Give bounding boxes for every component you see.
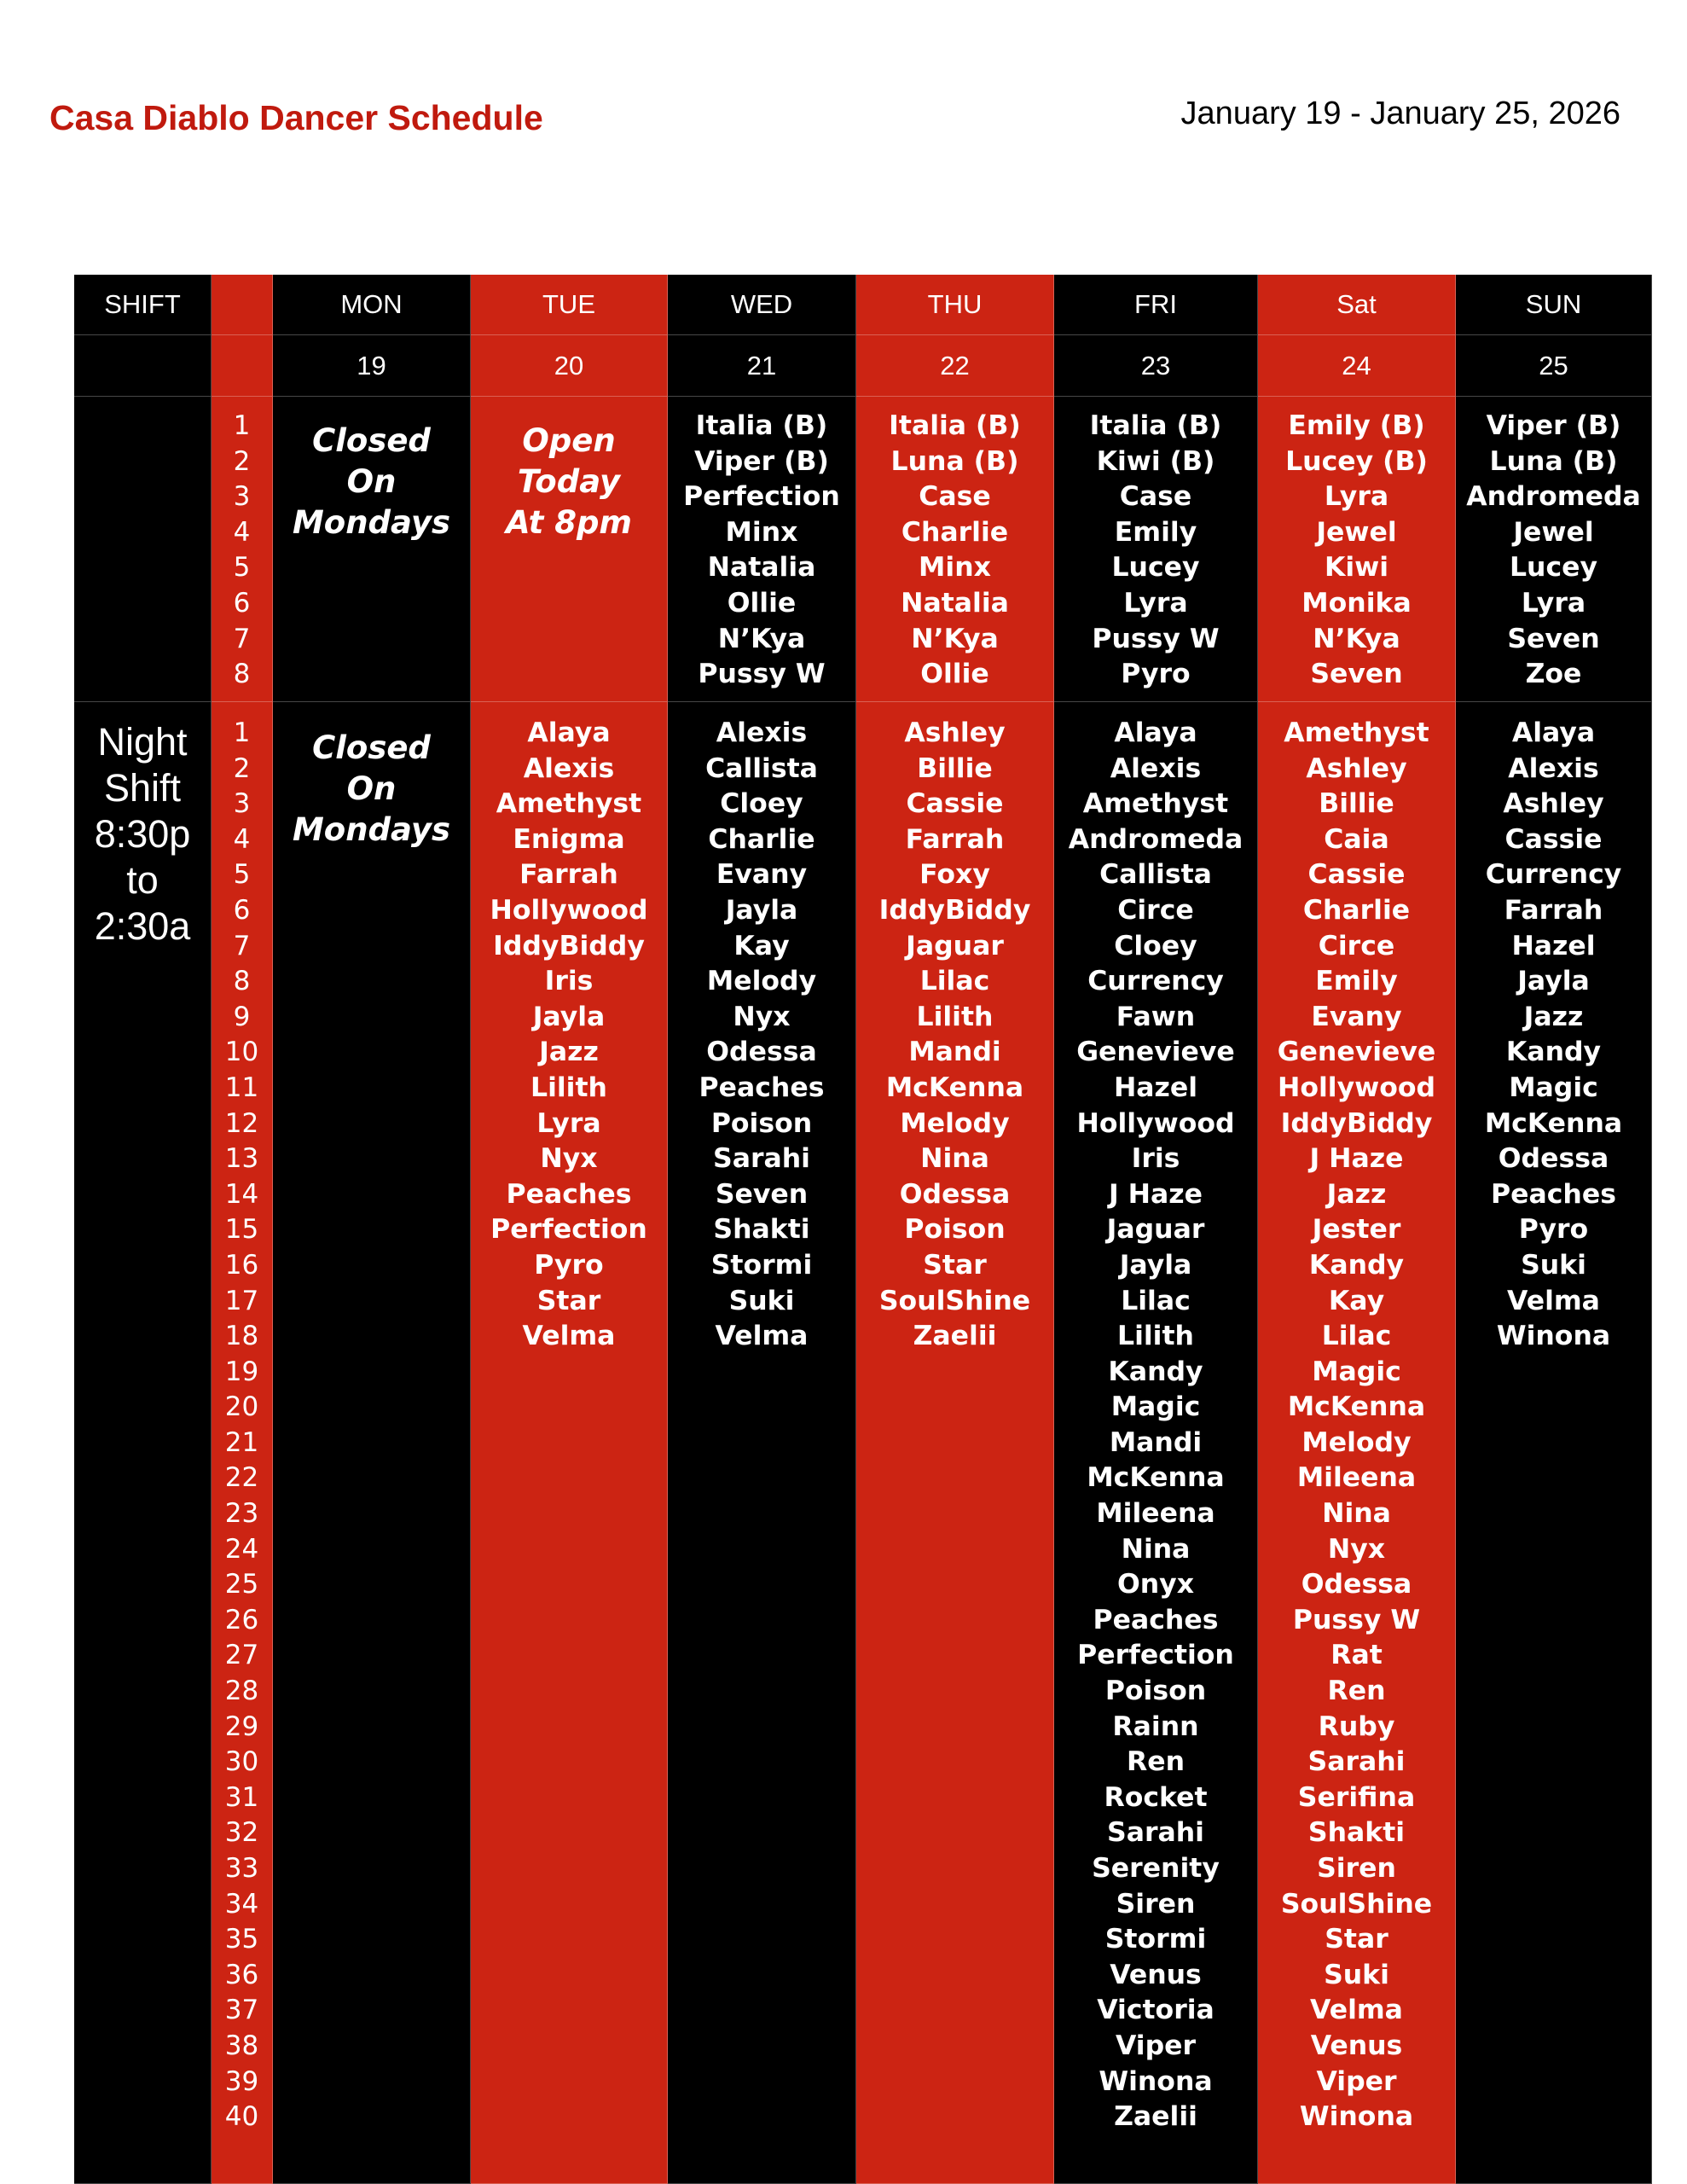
dancer-name: Farrah <box>519 859 618 891</box>
dancer-name: Natalia <box>901 587 1009 619</box>
dancer-name: Poison <box>904 1214 1006 1246</box>
dancer-name: Ashley <box>1503 788 1604 820</box>
date-tue: 20 <box>471 335 668 397</box>
day-shift-thu <box>856 397 1054 702</box>
dancer-name: Perfection <box>1077 1640 1234 1671</box>
slot-number: 1 <box>233 410 251 441</box>
slot-number: 7 <box>233 623 251 654</box>
day-shift-sun <box>1456 397 1652 702</box>
dancer-name: Italia (B) <box>889 410 1021 441</box>
dancer-name: J Haze <box>1108 1178 1203 1210</box>
slot-number: 21 <box>224 1426 259 1458</box>
day-shift-wed <box>668 397 856 702</box>
slot-number: 2 <box>233 445 251 477</box>
dancer-name: Amethyst <box>1284 717 1429 748</box>
dancer-name: Zaelii <box>913 1321 997 1352</box>
dancer-name: Callista <box>705 752 818 784</box>
night-shift-tue <box>471 702 668 2184</box>
dancer-name: Siren <box>1317 1853 1396 1884</box>
night-shift-wed <box>668 702 856 2184</box>
dancer-name: Circe <box>1318 930 1395 961</box>
dancer-name: Peaches <box>1491 1178 1616 1210</box>
dancer-name: Cloey <box>720 788 803 820</box>
date-fri: 23 <box>1054 335 1258 397</box>
dancer-name: Charlie <box>901 516 1009 548</box>
dancer-name: SoulShine <box>878 1285 1031 1316</box>
slot-number: 9 <box>233 1001 251 1032</box>
dancer-name: Lilac <box>1321 1321 1392 1352</box>
dancer-name: Foxy <box>919 859 990 891</box>
dancer-name: Ashley <box>1306 752 1407 784</box>
day-header-wed: WED <box>668 275 856 335</box>
slot-number: 6 <box>233 894 251 926</box>
date-sun: 25 <box>1456 335 1652 397</box>
dancer-name: Currency <box>1485 859 1622 891</box>
slot-number: 13 <box>224 1143 259 1175</box>
dancer-name: Nina <box>1121 1533 1191 1565</box>
dancer-name: Pussy W <box>698 659 826 690</box>
dancer-name: Lucey (B) <box>1285 445 1428 477</box>
dancer-name: Emily <box>1114 516 1197 548</box>
dancer-name: Iris <box>1131 1143 1180 1175</box>
dancer-name: Enigma <box>513 823 625 855</box>
dancer-name: IddyBiddy <box>1280 1107 1433 1139</box>
dancer-name: IddyBiddy <box>878 894 1031 926</box>
dancer-name: Minx <box>919 552 991 584</box>
dancer-name: Odessa <box>706 1037 817 1068</box>
dancer-name: Peaches <box>506 1178 632 1210</box>
shift-date-blank <box>74 335 212 397</box>
dancer-name: Kiwi <box>1324 552 1389 584</box>
number-date-blank <box>212 335 273 397</box>
dancer-name: Nina <box>920 1143 989 1175</box>
dancer-name: Currency <box>1087 966 1224 997</box>
dancer-name: Jazz <box>1523 1001 1584 1032</box>
dancer-name: Emily <box>1315 966 1398 997</box>
dancer-name: Hollywood <box>490 894 648 926</box>
dancer-name: Jester <box>1312 1214 1401 1246</box>
date-mon: 19 <box>273 335 471 397</box>
dancer-name: Venus <box>1310 2030 1403 2061</box>
dancer-name: Zoe <box>1525 659 1582 690</box>
day-note: Closed On Mondays <box>292 422 451 541</box>
dancer-name: Seven <box>715 1178 809 1210</box>
slot-number: 5 <box>233 859 251 891</box>
dancer-name: Jewel <box>1316 516 1397 548</box>
slot-number: 11 <box>224 1072 259 1103</box>
night-shift-label-cell <box>74 702 212 2184</box>
dancer-name: Melody <box>1301 1426 1412 1458</box>
slot-number: 26 <box>224 1604 259 1635</box>
dancer-name: Luna (B) <box>890 445 1019 477</box>
slot-number: 27 <box>224 1640 259 1671</box>
date-thu: 22 <box>856 335 1054 397</box>
dancer-name: Kiwi (B) <box>1096 445 1215 477</box>
dancer-name: Shakti <box>713 1214 810 1246</box>
dancer-name: Case <box>919 481 991 513</box>
slot-number: 36 <box>224 1959 259 1990</box>
dancer-name: Peaches <box>1093 1604 1219 1635</box>
slot-number: 15 <box>224 1214 259 1246</box>
dancer-name: Andromeda <box>1466 481 1641 513</box>
dancer-name: Rainn <box>1112 1711 1199 1742</box>
dancer-name: Lilith <box>1117 1321 1194 1352</box>
dancer-name: Sarahi <box>1107 1817 1204 1849</box>
dancer-name: Jewel <box>1513 516 1594 548</box>
dancer-name: McKenna <box>1287 1391 1426 1423</box>
slot-number: 3 <box>233 788 251 820</box>
slot-number: 3 <box>233 481 251 513</box>
date-sat: 24 <box>1258 335 1456 397</box>
dancer-name: Star <box>923 1249 987 1281</box>
dancer-name: Kandy <box>1108 1356 1203 1387</box>
date-wed: 21 <box>668 335 856 397</box>
dancer-name: Ollie <box>920 659 989 690</box>
dancer-name: Velma <box>1507 1285 1600 1316</box>
dancer-name: Pyro <box>1121 659 1191 690</box>
slot-number: 16 <box>224 1249 259 1281</box>
night-shift-label: Night Shift 8:30p to 2:30a <box>94 720 191 948</box>
dancer-name: Alexis <box>523 752 615 784</box>
dancer-name: Amethyst <box>1082 788 1229 820</box>
night-shift-sat <box>1258 702 1456 2184</box>
dancer-name: Caia <box>1324 823 1389 855</box>
dancer-name: Kay <box>733 930 790 961</box>
slot-number: 10 <box>224 1037 259 1068</box>
dancer-name: Kandy <box>1505 1037 1602 1068</box>
dancer-name: Mileena <box>1096 1498 1215 1530</box>
dancer-name: Monika <box>1301 587 1412 619</box>
day-note: Open Today At 8pm <box>506 422 632 541</box>
dancer-name: Farrah <box>1504 894 1603 926</box>
dancer-name: Billie <box>1319 788 1394 820</box>
dancer-name: Italia (B) <box>1089 410 1222 441</box>
dancer-name: Alexis <box>1110 752 1202 784</box>
dancer-name: Seven <box>1507 623 1600 654</box>
slot-number: 24 <box>224 1533 259 1565</box>
slot-number: 4 <box>233 823 251 855</box>
dancer-name: Andromeda <box>1068 823 1244 855</box>
night-shift-numbers <box>212 702 273 2184</box>
dancer-name: McKenna <box>885 1072 1024 1103</box>
slot-number: 12 <box>224 1107 259 1139</box>
dancer-name: Viper (B) <box>694 445 829 477</box>
dancer-name: Lucey <box>1509 552 1598 584</box>
dancer-name: Amethyst <box>496 788 642 820</box>
dancer-name: IddyBiddy <box>493 930 645 961</box>
slot-number: 19 <box>224 1356 259 1387</box>
page-title: Casa Diablo Dancer Schedule <box>49 98 543 137</box>
dancer-name: Serenity <box>1092 1853 1220 1884</box>
slot-number: 8 <box>233 659 251 690</box>
day-shift-fri <box>1054 397 1258 702</box>
dancer-name: Jazz <box>1326 1178 1387 1210</box>
dancer-name: Alexis <box>1508 752 1599 784</box>
dancer-name: Mileena <box>1296 1462 1417 1494</box>
dancer-name: Luna (B) <box>1489 445 1618 477</box>
slot-number: 29 <box>224 1711 259 1742</box>
dancer-name: Magic <box>1110 1391 1201 1423</box>
day-header-fri: FRI <box>1054 275 1258 335</box>
dancer-name: Ashley <box>904 717 1006 748</box>
dancer-name: Winona <box>1099 2065 1213 2097</box>
dancer-name: Kay <box>1328 1285 1385 1316</box>
night-shift-fri <box>1054 702 1258 2184</box>
dancer-name: Zaelii <box>1114 2101 1197 2133</box>
dancer-name: Nyx <box>1327 1533 1386 1565</box>
dancer-name: N’Kya <box>911 623 999 654</box>
dancer-name: Mandi <box>1109 1426 1203 1458</box>
dancer-name: Star <box>536 1285 601 1316</box>
dancer-name: Viper <box>1115 2030 1197 2061</box>
dancer-name: Pussy W <box>1092 623 1220 654</box>
dancer-name: Victoria <box>1097 1995 1215 2026</box>
dancer-name: Billie <box>917 752 993 784</box>
dancer-name: Lilith <box>530 1072 607 1103</box>
dancer-name: N’Kya <box>1313 623 1400 654</box>
dancer-name: Cloey <box>1114 930 1197 961</box>
dancer-name: Suki <box>1324 1959 1389 1990</box>
dancer-name: Fawn <box>1116 1001 1196 1032</box>
dancer-name: Circe <box>1117 894 1194 926</box>
dancer-name: Callista <box>1099 859 1212 891</box>
dancer-name: SoulShine <box>1280 1888 1433 1920</box>
day-header-sat: Sat <box>1258 275 1456 335</box>
dancer-name: Melody <box>706 966 817 997</box>
dancer-name: Winona <box>1496 1321 1611 1352</box>
day-header-thu: THU <box>856 275 1054 335</box>
night-shift-mon <box>273 702 471 2184</box>
dancer-name: Lilac <box>1121 1285 1191 1316</box>
dancer-name: Evany <box>1311 1001 1402 1032</box>
dancer-name: Magic <box>1312 1356 1401 1387</box>
dancer-name: Magic <box>1509 1072 1598 1103</box>
dancer-name: Melody <box>900 1107 1010 1139</box>
dancer-name: Ren <box>1126 1746 1186 1778</box>
dancer-name: Nina <box>1322 1498 1391 1530</box>
slot-number: 37 <box>224 1995 259 2026</box>
dancer-name: Jaguar <box>906 930 1004 961</box>
dancer-name: Kandy <box>1308 1249 1405 1281</box>
dancer-name: Genevieve <box>1277 1037 1436 1068</box>
day-header-mon: MON <box>273 275 471 335</box>
slot-number: 25 <box>224 1569 259 1600</box>
night-shift-thu <box>856 702 1054 2184</box>
dancer-name: Viper (B) <box>1486 410 1621 441</box>
day-shift-sat <box>1258 397 1456 702</box>
dancer-name: N’Kya <box>717 623 806 654</box>
dancer-name: Ren <box>1327 1676 1386 1707</box>
slot-number: 2 <box>233 752 251 784</box>
day-header-sun: SUN <box>1456 275 1652 335</box>
dancer-name: Lyra <box>536 1107 601 1139</box>
slot-number: 31 <box>224 1781 259 1813</box>
slot-number: 17 <box>224 1285 259 1316</box>
dancer-name: J Haze <box>1309 1143 1404 1175</box>
dancer-name: Winona <box>1299 2101 1414 2133</box>
dancer-name: Alaya <box>1114 717 1197 748</box>
slot-number: 22 <box>224 1462 259 1494</box>
dancer-name: McKenna <box>1484 1107 1623 1139</box>
dancer-name: Natalia <box>707 552 816 584</box>
dancer-name: Sarahi <box>1307 1746 1406 1778</box>
night-shift-sun <box>1456 702 1652 2184</box>
dancer-name: Case <box>1119 481 1192 513</box>
day-note: Closed On Mondays <box>292 729 451 848</box>
dancer-name: Cassie <box>906 788 1004 820</box>
dancer-name: Poison <box>710 1107 813 1139</box>
slot-number: 1 <box>233 717 251 748</box>
day-shift-numbers <box>212 397 273 702</box>
dancer-name: Nyx <box>540 1143 598 1175</box>
dancer-name: Jaguar <box>1106 1214 1205 1246</box>
dancer-name: Perfection <box>490 1214 647 1246</box>
dancer-name: Siren <box>1116 1888 1196 1920</box>
slot-number: 4 <box>233 516 251 548</box>
dancer-name: Alaya <box>1511 717 1596 748</box>
dancer-name: Ollie <box>727 587 797 619</box>
dancer-name: Jayla <box>1119 1249 1192 1281</box>
dancer-name: Velma <box>522 1321 616 1352</box>
day-shift-tue <box>471 397 668 702</box>
slot-number: 40 <box>224 2101 259 2133</box>
slot-number: 7 <box>233 930 251 961</box>
slot-number: 23 <box>224 1498 259 1530</box>
dancer-name: Lilac <box>919 966 990 997</box>
dancer-name: Mandi <box>908 1037 1001 1068</box>
dancer-name: Star <box>1325 1924 1388 1955</box>
dancer-name: Poison <box>1104 1676 1207 1707</box>
dancer-name: Pyro <box>534 1249 604 1281</box>
dancer-name: Odessa <box>899 1178 1011 1210</box>
dancer-name: Onyx <box>1116 1569 1195 1600</box>
day-shift-label <box>74 397 212 702</box>
dancer-name: Hollywood <box>1277 1072 1436 1103</box>
schedule-table <box>74 275 1646 2184</box>
dancer-name: Sarahi <box>713 1143 810 1175</box>
dancer-name: Odessa <box>1301 1569 1412 1600</box>
dancer-name: Emily (B) <box>1288 410 1425 441</box>
dancer-name: Alaya <box>527 717 611 748</box>
dancer-name: Iris <box>544 966 594 997</box>
dancer-name: Lyra <box>1521 587 1586 619</box>
slot-number: 5 <box>233 552 251 584</box>
dancer-name: Stormi <box>710 1249 813 1281</box>
dancer-name: Charlie <box>708 823 815 855</box>
dancer-name: Nyx <box>733 1001 791 1032</box>
dancer-name: Venus <box>1110 1959 1202 1990</box>
dancer-name: Serifina <box>1297 1781 1416 1813</box>
slot-number: 33 <box>224 1853 259 1884</box>
dancer-name: Farrah <box>905 823 1005 855</box>
dancer-name: Hazel <box>1511 930 1596 961</box>
dancer-name: Seven <box>1310 659 1403 690</box>
day-header-tue: TUE <box>471 275 668 335</box>
dancer-name: Jayla <box>1517 966 1590 997</box>
dancer-name: Genevieve <box>1076 1037 1235 1068</box>
dancer-name: Cassie <box>1307 859 1406 891</box>
dancer-name: Cassie <box>1504 823 1603 855</box>
dancer-name: Alexis <box>716 717 808 748</box>
dancer-name: Suki <box>1521 1249 1586 1281</box>
slot-number: 8 <box>233 966 251 997</box>
dancer-name: Shakti <box>1307 1817 1406 1849</box>
dancer-name: Jazz <box>539 1037 599 1068</box>
slot-number: 35 <box>224 1924 259 1955</box>
slot-number: 28 <box>224 1676 259 1707</box>
dancer-name: Italia (B) <box>695 410 828 441</box>
dancer-name: Lyra <box>1123 587 1188 619</box>
dancer-name: Jayla <box>725 894 798 926</box>
slot-number: 18 <box>224 1321 259 1352</box>
dancer-name: Odessa <box>1498 1143 1609 1175</box>
dancer-name: Velma <box>715 1321 809 1352</box>
slot-number: 39 <box>224 2065 259 2097</box>
dancer-name: Lucey <box>1111 552 1200 584</box>
slot-number: 34 <box>224 1888 259 1920</box>
dancer-name: Viper <box>1316 2065 1397 2097</box>
dancer-name: Lilith <box>916 1001 994 1032</box>
day-shift-mon <box>273 397 471 702</box>
dancer-name: Jayla <box>532 1001 606 1032</box>
date-range: January 19 - January 25, 2026 <box>1180 96 1620 131</box>
dancer-name: Velma <box>1310 1995 1403 2026</box>
dancer-name: Pyro <box>1518 1214 1589 1246</box>
dancer-name: Hollywood <box>1076 1107 1235 1139</box>
dancer-name: Hazel <box>1113 1072 1198 1103</box>
slot-number: 20 <box>224 1391 259 1423</box>
dancer-name: Charlie <box>1302 894 1411 926</box>
dancer-name: Minx <box>725 516 798 548</box>
dancer-name: Rocket <box>1104 1781 1208 1813</box>
dancer-name: Stormi <box>1104 1924 1207 1955</box>
slot-number: 30 <box>224 1746 259 1778</box>
dancer-name: Rat <box>1330 1640 1383 1671</box>
dancer-name: McKenna <box>1087 1462 1225 1494</box>
slot-number: 6 <box>233 587 251 619</box>
dancer-name: Suki <box>728 1285 795 1316</box>
dancer-name: Peaches <box>699 1072 825 1103</box>
dancer-name: Evany <box>716 859 808 891</box>
shift-header: SHIFT <box>74 275 212 335</box>
slot-number: 32 <box>224 1817 259 1849</box>
number-header <box>212 275 273 335</box>
dancer-name: Lyra <box>1324 481 1389 513</box>
slot-number: 14 <box>224 1178 259 1210</box>
dancer-name: Pussy W <box>1292 1604 1421 1635</box>
dancer-name: Ruby <box>1318 1711 1395 1742</box>
dancer-name: Perfection <box>683 481 840 513</box>
slot-number: 38 <box>224 2030 259 2061</box>
